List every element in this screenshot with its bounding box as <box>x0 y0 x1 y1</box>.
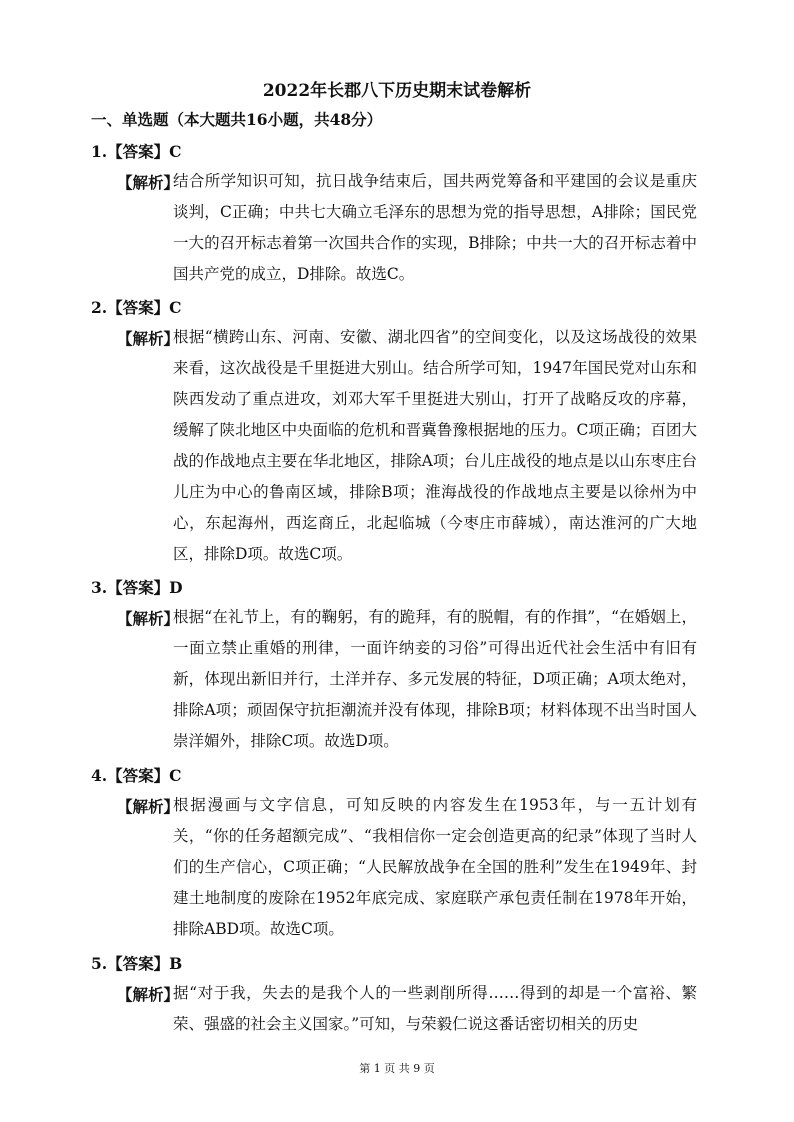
question-4-analysis-tag: 【解析】 <box>117 797 180 816</box>
question-4-answer: 4.【答案】C <box>91 766 182 785</box>
question-4-analysis-text: 根据漫画与文字信息，可知反映的内容发生在1953年，与一五计划有关，“你的任务超额完成”、“我相信你一定会创造更高的纪录”体现了当时人们的生产信心，C项正确；“人民解放战争在全国的胜利”发生在1949年、封建土地制度的废除在1952年底完成、家庭联产承包责任制在1978年开始，排除ABD项。故选C项。 <box>173 796 697 938</box>
question-5-analysis-text: 据“对于我，失去的是我个人的一些剥削所得……得到的却是一个富裕、繁荣、强盛的社会主义国家。”可知，与荣毅仁说这番话密切相关的历史 <box>173 984 697 1033</box>
question-5-answer: 5.【答案】B <box>91 954 183 973</box>
question-3-analysis-tag: 【解析】 <box>117 609 180 628</box>
question-1-answer: 1.【答案】C <box>91 142 182 161</box>
question-2-answer: 2.【答案】C <box>91 298 182 317</box>
question-3-analysis-text: 根据“在礼节上，有的鞠躬，有的跪拜，有的脱帽，有的作揖”，“在婚姻上，一面立禁止重婚的刑律，一面许纳妾的习俗”可得出近代社会生活中有旧有新，体现出新旧并行，土洋并存、多元发展的特征，D项正确；A项太绝对，排除A项；顽固保守抗拒潮流并没有体现，排除B项；材料体现不出当时国人崇洋媚外，排除C项。故选D项。 <box>173 608 697 750</box>
question-2-analysis-tag: 【解析】 <box>117 329 180 348</box>
question-5-analysis-tag: 【解析】 <box>117 985 180 1004</box>
question-1-analysis-tag: 【解析】 <box>117 173 180 192</box>
question-3-answer: 3.【答案】D <box>91 578 183 597</box>
section-heading: 一、单选题（本大题共16小题，共48分） <box>91 110 383 129</box>
page-footer: 第 1 页 共 9 页 <box>359 1062 435 1075</box>
page-title: 2022年长郡八下历史期末试卷解析 <box>262 81 532 101</box>
question-1-analysis-text: 结合所学知识可知，抗日战争结束后，国共两党筹备和平建国的会议是重庆谈判，C正确；中共七大确立毛泽东的思想为党的指导思想，A排除；国民党一大的召开标志着第一次国共合作的实现，B排除；中共一大的召开标志着中国共产党的成立，D排除。故选C。 <box>173 172 697 283</box>
question-2-analysis-text: 根据“横跨山东、河南、安徽、湖北四省”的空间变化，以及这场战役的效果来看，这次战役是千里挺进大别山。结合所学可知，1947年国民党对山东和陕西发动了重点进攻，刘邓大军千里挺进大别山，打开了战略反攻的序幕，缓解了陕北地区中央面临的危机和晋冀鲁豫根据地的压力。C项正确；百团大战的作战地点主要在华北地区，排除A项；台儿庄战役的地点是以山东枣庄台儿庄为中心的鲁南区域，排除B项；淮海战役的作战地点主要是以徐州为中心，东起海州，西迄商丘，北起临城（今枣庄市薛城），南达淮河的广大地区，排除D项。故选C项。 <box>173 328 697 563</box>
